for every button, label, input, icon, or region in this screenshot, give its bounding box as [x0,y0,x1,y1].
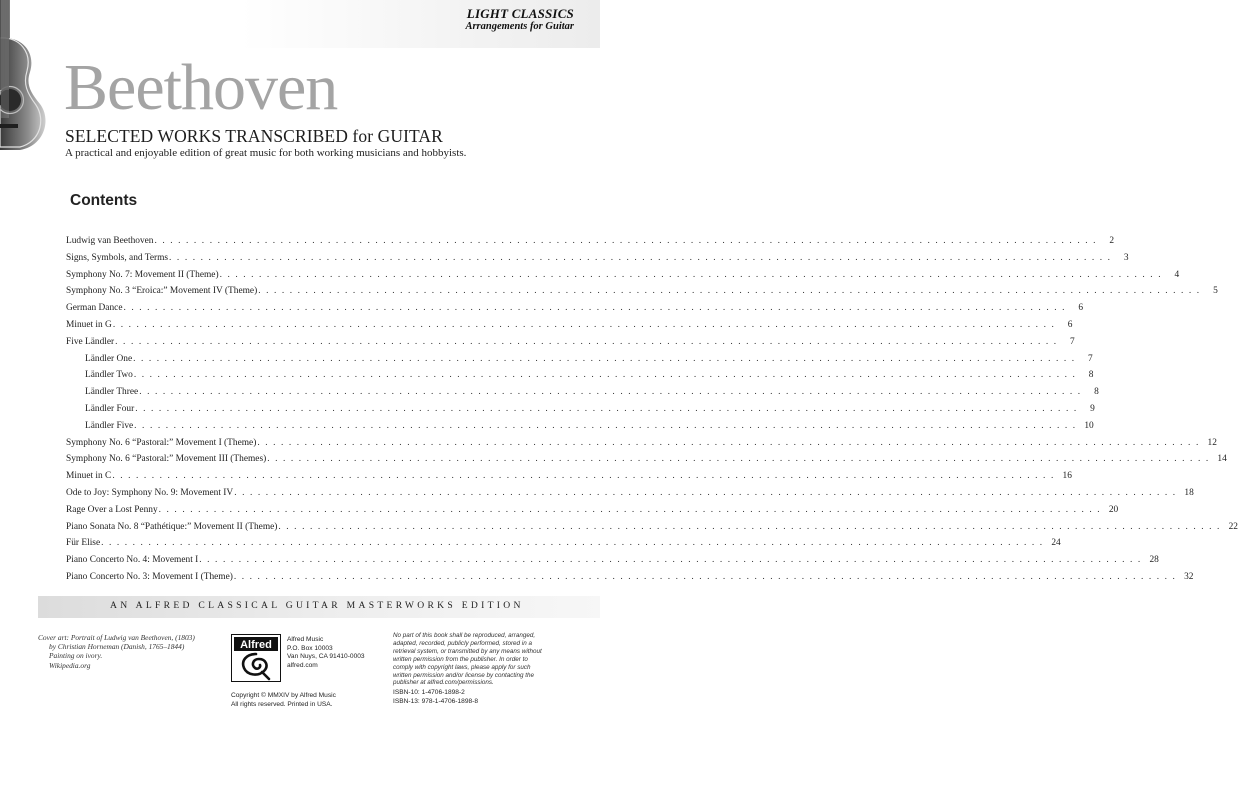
toc-entry-page: 12 [1207,437,1217,448]
toc-entry-title: Minuet in C [66,471,112,482]
toc-entry [66,471,1072,488]
toc-entry [66,252,1129,270]
toc-entry-page: 2 [1109,236,1115,246]
toc-leader-dots: . . . . . . . . . . . . . . . . . . . . . . . . . . . . . . . . . . . . . . . . . . . . . . . . . . . . . . . . . . . . . . . . . . . . . . . . . . . . . . . . . . . . . . . . . . . . . . . . . . . . . . . . . . . . . . . . . . . . . . . . [135,403,1078,414]
toc-leader-dots: . . . . . . . . . . . . . . . . . . . . . . . . . . . . . . . . . . . . . . . . . . . . . . . . . . . . . . . . . . . . . . . . . . . . . . . . . . . . . . . . . . . . . . . . . . . . . . . . . . . . . . . . . . . . . . . . . . . . . . . . [199,555,1142,566]
toc-leader-dots: . . . . . . . . . . . . . . . . . . . . . . . . . . . . . . . . . . . . . . . . . . . . . . . . . . . . . . . . . . . . . . . . . . . . . . . . . . . . . . . . . . . . . . . . . . . . . . . . . . . . . . . . . . . . . . . . . . . . . . . . [233,571,1177,582]
publisher-website: alfred.com [287,661,318,669]
legal-line: No part of this book shall be reproduced, arranged, [393,632,536,639]
toc-entry-page: 5 [1213,286,1218,297]
credit-line: by Christian Horneman (Danish, 1765–1844) [49,642,185,652]
alfred-logo [231,634,281,682]
credit-line: Painting on ivory. [49,651,103,661]
toc-entry-page: 16 [1062,471,1072,482]
toc-entry [66,555,1159,572]
legal-line: retrieval system, or transmitted by any means without [393,647,542,655]
isbn-10: ISBN-10: 1-4706-1898-2 [393,689,465,696]
publisher-address-line: Van Nuys, CA 91410-0003 [287,653,365,661]
toc-leader-dots: . . . . . . . . . . . . . . . . . . . . . . . . . . . . . . . . . . . . . . . . . . . . . . . . . . . . . . . . . . . . . . . . . . . . . . . . . . . . . . . . . . . . . . . . . . . . . . . . . . . . . . . . . . . . . . . . . . . . . . . . [219,269,1163,280]
toc-entry-title: German Dance [66,303,123,314]
toc-entry [66,269,1180,287]
legal-line: comply with copyright laws, please apply for such [393,663,531,671]
legal-notice [393,632,583,687]
cover-art-credits [38,633,218,670]
toc-entry-title: Für Elise [66,538,101,549]
toc-entry-title: Rage Over a Lost Penny [66,504,158,515]
copyright-line: Copyright © MMXIV by Alfred Music [231,692,336,699]
toc-entry [66,236,1115,253]
toc-leader-dots: . . . . . . . . . . . . . . . . . . . . . . . . . . . . . . . . . . . . . . . . . . . . . . . . . . . . . . . . . . . . . . . . . . . . . . . . . . . . . . . . . . . . . . . . . . . . . . . . . . . . . . . . . . . . . . . . . . . . . . . . [169,252,1112,263]
toc-leader-dots: . . . . . . . . . . . . . . . . . . . . . . . . . . . . . . . . . . . . . . . . . . . . . . . . . . . . . . . . . . . . . . . . . . . . . . . . . . . . . . . . . . . . . . . . . . . . . . . . . . . . . . . . . . . . . . . . . . . . . . . . [133,370,1077,381]
legal-line: written permission from the publisher. In order to [393,655,528,663]
guitar-icon [0,0,52,150]
toc-entry-title: Piano Concerto No. 3: Movement I (Theme) [66,571,233,582]
toc-entry-title: Symphony No. 3 “Eroica:” Movement IV (Theme) [66,286,258,297]
isbn-13: ISBN-13: 978-1-4706-1898-8 [393,697,479,705]
series-subtitle: Arrangements for Guitar [465,21,574,32]
toc-leader-dots: . . . . . . . . . . . . . . . . . . . . . . . . . . . . . . . . . . . . . . . . . . . . . . . . . . . . . . . . . . . . . . . . . . . . . . . . . . . . . . . . . . . . . . . . . . . . . . . . . . . . . . . . . . . . . . . . . . . . . . . . [134,420,1077,431]
publisher-address-line: P.O. Box 10003 [287,644,333,652]
toc-leader-dots: . . . . . . . . . . . . . . . . . . . . . . . . . . . . . . . . . . . . . . . . . . . . . . . . . . . . . . . . . . . . . . . . . . . . . . . . . . . . . . . . . . . . . . . . . . . . . . . . . . . . . . . . . . . . . . . . . . . . . . . . [278,521,1221,532]
toc-leader-dots: . . . . . . . . . . . . . . . . . . . . . . . . . . . . . . . . . . . . . . . . . . . . . . . . . . . . . . . . . . . . . . . . . . . . . . . . . . . . . . . . . . . . . . . . . . . . . . . . . . . . . . . . . . . . . . . . . . . . . . . . [158,504,1102,515]
toc-leader-dots: . . . . . . . . . . . . . . . . . . . . . . . . . . . . . . . . . . . . . . . . . . . . . . . . . . . . . . . . . . . . . . . . . . . . . . . . . . . . . . . . . . . . . . . . . . . . . . . . . . . . . . . . . . . . . . . . . . . . . . . . [257,437,1200,448]
toc-entry-title: Piano Sonata No. 8 “Pathétique:” Movement II (Theme) [66,521,278,532]
edition-label: AN ALFRED CLASSICAL GUITAR MASTERWORKS EDITION [110,600,524,611]
toc-entry-title: Symphony No. 6 “Pastoral:” Movement III (Themes) [66,454,267,465]
toc-entry-page: 22 [1228,521,1238,532]
toc-entry [66,571,1194,589]
toc-entry-page: 4 [1174,269,1180,280]
toc-entry [66,437,1217,455]
series-label [465,7,574,33]
toc-leader-dots: . . . . . . . . . . . . . . . . . . . . . . . . . . . . . . . . . . . . . . . . . . . . . . . . . . . . . . . . . . . . . . . . . . . . . . . . . . . . . . . . . . . . . . . . . . . . . . . . . . . . . . . . . . . . . . . . . . . . . . . . [112,471,1055,482]
toc-entry-title: Ländler Five [85,420,134,431]
toc-entry-page: 32 [1184,571,1194,582]
toc-leader-dots: . . . . . . . . . . . . . . . . . . . . . . . . . . . . . . . . . . . . . . . . . . . . . . . . . . . . . . . . . . . . . . . . . . . . . . . . . . . . . . . . . . . . . . . . . . . . . . . . . . . . . . . . . . . . . . . . . . . . . . . . [258,286,1201,297]
toc-leader-dots: . . . . . . . . . . . . . . . . . . . . . . . . . . . . . . . . . . . . . . . . . . . . . . . . . . . . . . . . . . . . . . . . . . . . . . . . . . . . . . . . . . . . . . . . . . . . . . . . . . . . . . . . . . . . . . . . . . . . . . . . [267,454,1210,465]
toc-entry-page: 14 [1217,454,1227,465]
toc-leader-dots: . . . . . . . . . . . . . . . . . . . . . . . . . . . . . . . . . . . . . . . . . . . . . . . . . . . . . . . . . . . . . . . . . . . . . . . . . . . . . . . . . . . . . . . . . . . . . . . . . . . . . . . . . . . . . . . . . . . . . . . . [112,319,1056,330]
publisher-address [287,636,365,670]
toc-entry [66,336,1075,354]
toc-leader-dots: . . . . . . . . . . . . . . . . . . . . . . . . . . . . . . . . . . . . . . . . . . . . . . . . . . . . . . . . . . . . . . . . . . . . . . . . . . . . . . . . . . . . . . . . . . . . . . . . . . . . . . . . . . . . . . . . . . . . . . . . [101,538,1044,549]
credit-line: Wikipedia.org [49,660,91,670]
book-tagline: A practical and enjoyable edition of great music for both working musicians and hobbyists. [65,147,467,159]
toc-leader-dots: . . . . . . . . . . . . . . . . . . . . . . . . . . . . . . . . . . . . . . . . . . . . . . . . . . . . . . . . . . . . . . . . . . . . . . . . . . . . . . . . . . . . . . . . . . . . . . . . . . . . . . . . . . . . . . . . . . . . . . . . [234,487,1177,498]
toc-leader-dots: . . . . . . . . . . . . . . . . . . . . . . . . . . . . . . . . . . . . . . . . . . . . . . . . . . . . . . . . . . . . . . . . . . . . . . . . . . . . . . . . . . . . . . . . . . . . . . . . . . . . . . . . . . . . . . . . . . . . . . . . [133,353,1076,364]
toc-entry [66,286,1218,303]
toc-leader-dots: . . . . . . . . . . . . . . . . . . . . . . . . . . . . . . . . . . . . . . . . . . . . . . . . . . . . . . . . . . . . . . . . . . . . . . . . . . . . . . . . . . . . . . . . . . . . . . . . . . . . . . . . . . . . . . . . . . . . . . . . [115,336,1058,347]
table-of-contents [66,236,1238,589]
toc-entry-page: 7 [1070,336,1075,347]
toc-entry-title: Ländler One [85,353,133,364]
toc-entry-page: 9 [1090,403,1095,414]
isbn-block [393,689,478,706]
toc-entry-page: 20 [1108,504,1119,515]
toc-entry [66,420,1094,438]
toc-entry-title: Symphony No. 7: Movement II (Theme) [66,269,219,280]
toc-entry-page: 28 [1149,555,1159,566]
credit-line: Cover art: Portrait of Ludwig van Beethoven, (1803) [38,633,195,642]
toc-entry-title: Ländler Three [85,387,139,398]
toc-entry-page: 6 [1067,319,1073,330]
legal-line: written permission and/or license by contacting the [393,671,535,679]
toc-entry [66,454,1227,471]
publisher-name: Alfred Music [287,636,324,643]
toc-leader-dots: . . . . . . . . . . . . . . . . . . . . . . . . . . . . . . . . . . . . . . . . . . . . . . . . . . . . . . . . . . . . . . . . . . . . . . . . . . . . . . . . . . . . . . . . . . . . . . . . . . . . . . . . . . . . . . . . . . . . . . . . [139,387,1082,398]
contents-heading: Contents [70,192,138,209]
toc-entry-page: 18 [1184,487,1194,498]
toc-leader-dots: . . . . . . . . . . . . . . . . . . . . . . . . . . . . . . . . . . . . . . . . . . . . . . . . . . . . . . . . . . . . . . . . . . . . . . . . . . . . . . . . . . . . . . . . . . . . . . . . . . . . . . . . . . . . . . . . . . . . . . . . [154,236,1098,246]
legal-line: adapted, recorded, publicly performed, stored in a [393,639,532,647]
toc-entry-title: Ländler Two [85,370,133,381]
toc-entry [66,403,1095,421]
book-title: Beethoven [64,51,338,124]
toc-entry-page: 7 [1088,353,1093,364]
toc-entry [66,370,1094,387]
toc-entry [66,303,1084,320]
toc-entry-title: Ländler Four [85,403,135,414]
toc-entry-page: 6 [1078,303,1084,314]
toc-entry-title: Signs, Symbols, and Terms [66,252,169,263]
toc-entry [66,353,1093,371]
toc-entry-title: Ludwig van Beethoven [66,236,154,246]
toc-entry [66,319,1073,337]
toc-entry [66,521,1238,539]
toc-entry [66,538,1061,555]
legal-line: publisher at alfred.com/permissions. [393,679,494,687]
toc-entry [66,387,1099,404]
series-name: LIGHT CLASSICS [466,6,574,21]
toc-entry-title: Symphony No. 6 “Pastoral:” Movement I (Theme) [66,437,257,448]
book-subtitle: SELECTED WORKS TRANSCRIBED for GUITAR [65,126,443,146]
toc-entry-title: Five Ländler [66,336,115,347]
toc-entry-page: 10 [1084,420,1094,431]
toc-entry [66,487,1194,505]
toc-entry-title: Minuet in G [66,319,112,330]
toc-leader-dots: . . . . . . . . . . . . . . . . . . . . . . . . . . . . . . . . . . . . . . . . . . . . . . . . . . . . . . . . . . . . . . . . . . . . . . . . . . . . . . . . . . . . . . . . . . . . . . . . . . . . . . . . . . . . . . . . . . . . . . . . [123,303,1067,314]
toc-entry-page: 3 [1123,252,1129,263]
toc-entry-page: 8 [1088,370,1094,381]
toc-entry-page: 8 [1094,387,1099,398]
copyright-line: All rights reserved. Printed in USA. [231,700,333,708]
copyright-notice [231,692,336,709]
edition-band [38,596,600,618]
toc-entry-title: Piano Concerto No. 4: Movement I [66,555,199,566]
toc-entry-page: 24 [1051,538,1061,549]
toc-entry [66,504,1119,522]
toc-entry-title: Ode to Joy: Symphony No. 9: Movement IV [66,487,234,498]
alfred-logo-text: Alfred [240,639,272,651]
